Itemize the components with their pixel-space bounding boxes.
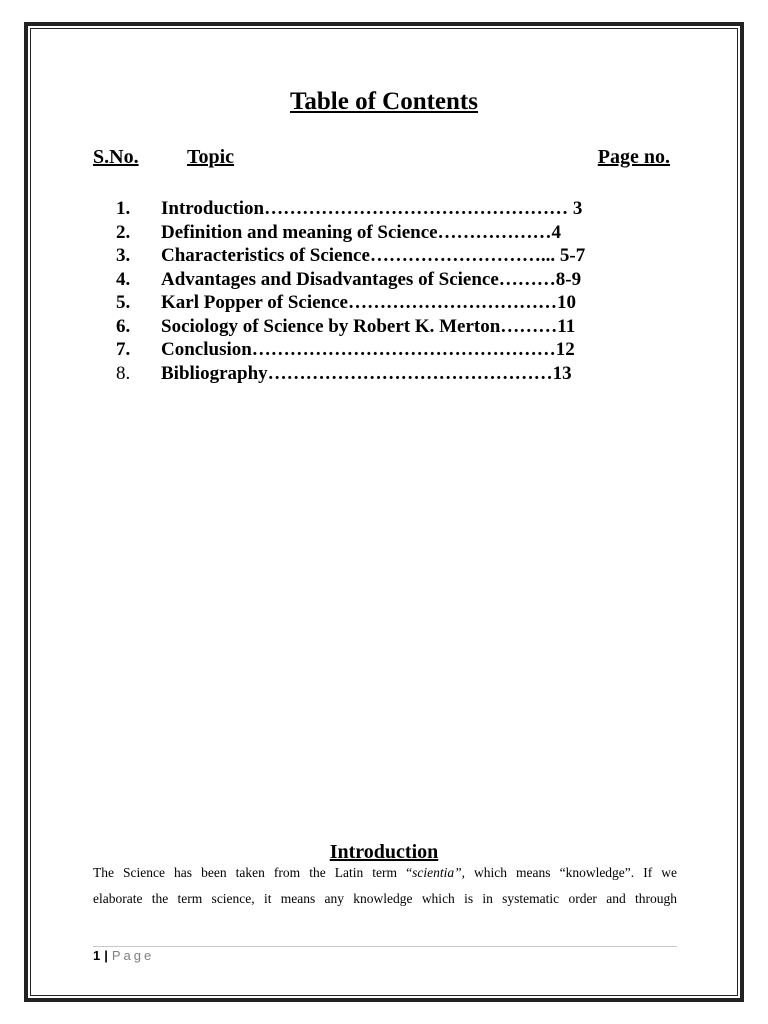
toc-list — [116, 197, 676, 385]
paragraph-text: which means “knowledge”. If we — [464, 865, 677, 880]
toc-title: Table of Contents — [290, 88, 478, 115]
toc-entry-text: Definition and meaning of Science………………4 — [161, 221, 562, 243]
toc-entry-number: 1. — [116, 198, 131, 219]
paragraph-line — [93, 860, 677, 886]
introduction-heading: Introduction — [329, 841, 439, 863]
toc-entry — [116, 268, 676, 292]
toc-entry — [116, 244, 676, 268]
page-number: 1 — [93, 948, 101, 963]
toc-entry-text: Introduction………………………………………… 3 — [161, 198, 583, 219]
toc-entry-text: Karl Popper of Science……………………………10 — [161, 292, 576, 313]
toc-entry-text: Bibliography………………………………………13 — [161, 362, 572, 384]
page-label: Page — [111, 948, 155, 963]
toc-entry-number: 5. — [116, 292, 131, 313]
header-page-no: Page no. — [597, 146, 670, 168]
introduction-paragraph — [93, 860, 677, 912]
toc-entry-text: Sociology of Science by Robert K. Merton………11 — [161, 315, 576, 337]
paragraph-line: elaborate the term science, it means any knowledge which is in systematic order and through — [93, 891, 677, 906]
page-footer — [93, 948, 154, 963]
toc-entry-text: Conclusion…………………………………………12 — [161, 339, 575, 360]
toc-entry-text: Characteristics of Science………………………... 5-7 — [161, 245, 586, 266]
toc-entry — [116, 315, 676, 339]
toc-entry — [116, 291, 676, 315]
toc-entry — [116, 197, 676, 221]
footer-separator: | — [104, 948, 108, 963]
toc-entry-number: 2. — [116, 221, 131, 243]
toc-entry-number: 6. — [116, 315, 131, 337]
toc-entry-number: 8. — [116, 362, 131, 384]
paragraph-text: The Science has been taken from the Latin term “ — [93, 865, 413, 880]
toc-entry-text: Advantages and Disadvantages of Science………8-9 — [161, 268, 582, 290]
toc-entry — [116, 362, 676, 386]
toc-entry — [116, 221, 676, 245]
toc-entry-number: 3. — [116, 245, 131, 266]
toc-entry — [116, 338, 676, 362]
header-topic: Topic — [187, 146, 235, 168]
toc-entry-number: 4. — [116, 268, 131, 290]
toc-entry-number: 7. — [116, 339, 131, 360]
toc-header-row — [93, 146, 673, 172]
footer-divider — [93, 946, 677, 947]
header-sno: S.No. — [93, 146, 139, 168]
latin-term: scientia”, — [412, 865, 465, 880]
